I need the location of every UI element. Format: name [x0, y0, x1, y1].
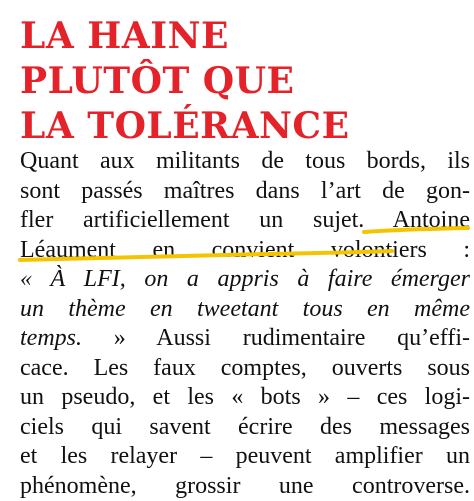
body-line	[20, 354, 470, 384]
body-line	[20, 442, 470, 472]
body-line	[20, 265, 470, 295]
body-text-segment: et les relayer – peuvent amplifier un	[20, 443, 470, 469]
body-text-segment: » Aussi rudimentaire qu’effi-	[82, 325, 470, 351]
body-line	[20, 236, 470, 266]
headline-line: PLUTÔT QUE	[20, 59, 350, 104]
quote-text: un thème en tweetant tous en même	[20, 296, 470, 322]
body-text-segment: un pseudo, et les « bots » – ces logi-	[20, 384, 470, 410]
body-line	[20, 147, 470, 177]
body-line	[20, 383, 470, 413]
body-line	[20, 413, 470, 443]
body-line	[20, 295, 470, 325]
headline-line: LA TOLÉRANCE	[20, 104, 350, 149]
quote-text: « À LFI, on a appris à faire émerger	[20, 266, 470, 292]
body-line	[20, 177, 470, 207]
body-text-segment: Léaument en convient volontiers :	[20, 237, 470, 263]
body-text-segment: Quant aux militants de tous bords, ils	[20, 148, 470, 174]
quote-text: temps.	[20, 325, 82, 351]
body-text-segment: cace. Les faux comptes, ouverts sous	[20, 355, 470, 381]
body-text-segment: ciels qui savent écrire des messages	[20, 414, 470, 440]
body-text-segment: phénomène, grossir une controverse.	[20, 473, 470, 499]
body-line	[20, 324, 470, 354]
body-line	[20, 206, 470, 236]
body-line	[20, 472, 470, 501]
body-text-segment: fler artificiellement un sujet. Antoine	[20, 207, 470, 233]
body-text-segment: sont passés maîtres dans l’art de gon-	[20, 178, 470, 204]
headline-line: LA HAINE	[20, 14, 350, 59]
article-body	[20, 147, 470, 501]
article-headline	[20, 14, 350, 149]
